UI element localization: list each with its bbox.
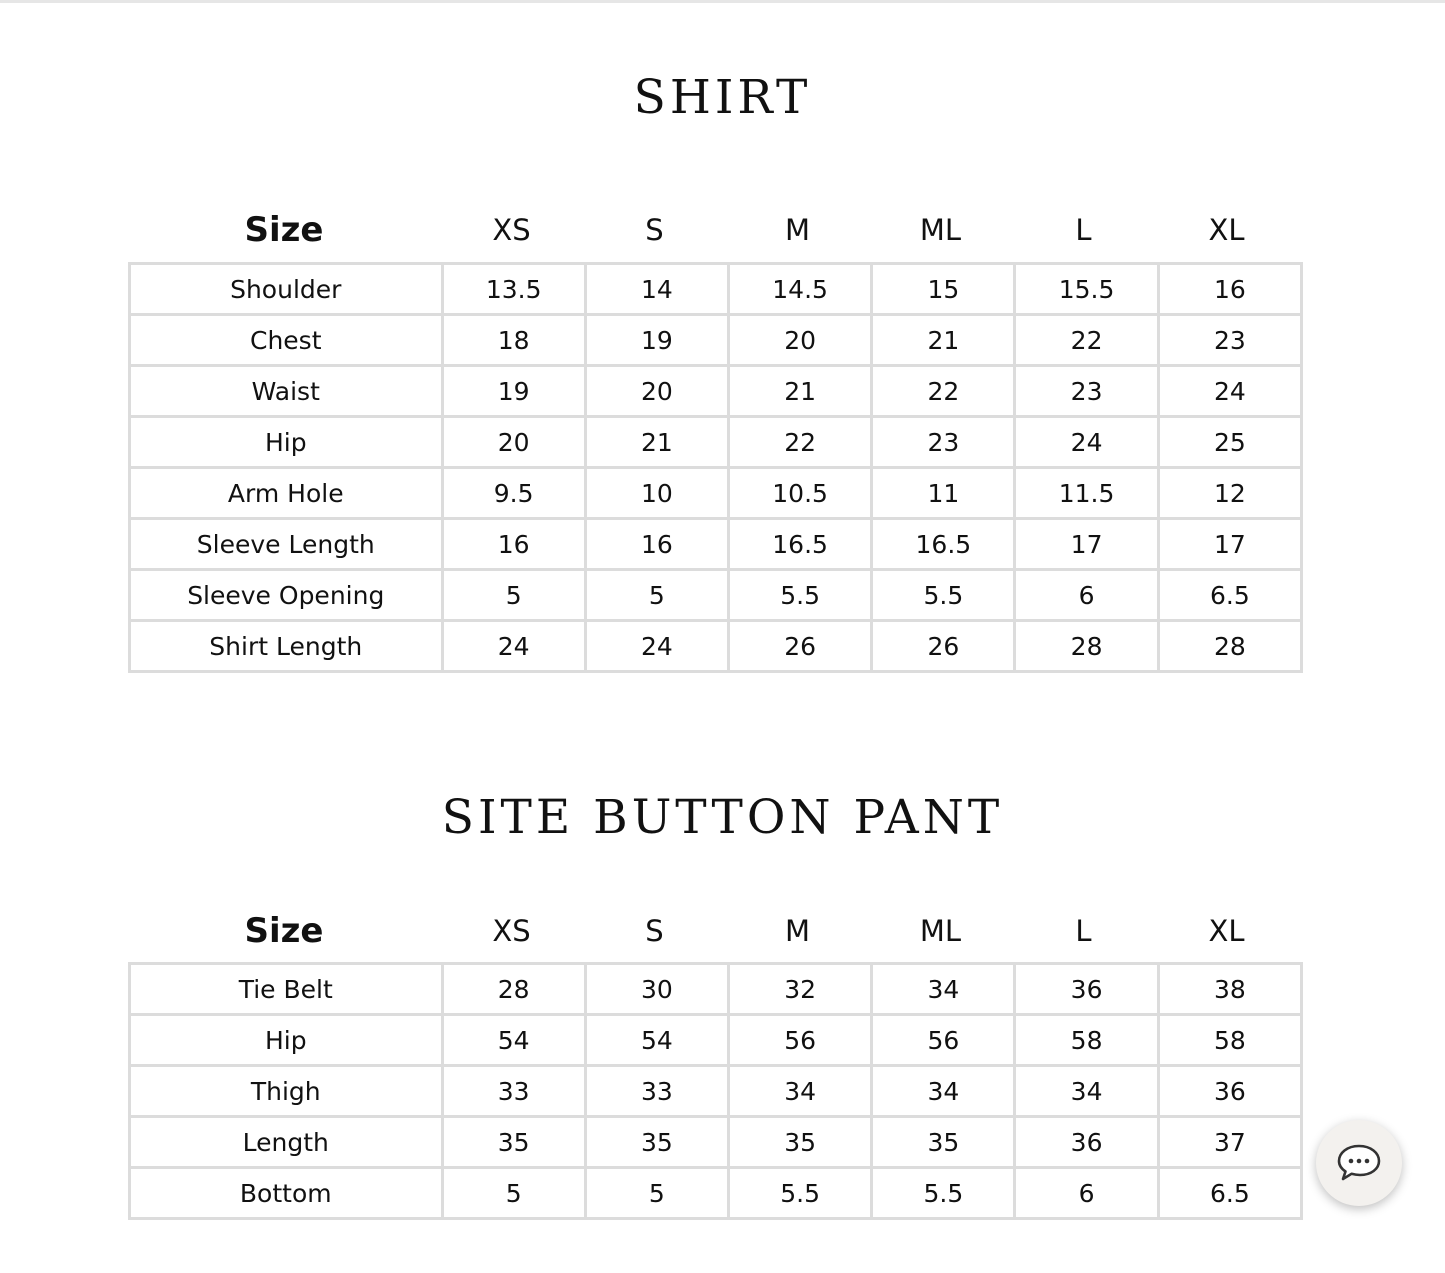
shirt-cell-m: 21 (729, 366, 872, 417)
shirt-section-title: SHIRT (633, 70, 812, 125)
pant-measurement-label: Hip (130, 1015, 443, 1066)
shirt-measurement-label: Sleeve Length (130, 519, 443, 570)
pant-cell-l: 36 (1015, 1117, 1158, 1168)
shirt-cell-ml: 16.5 (872, 519, 1015, 570)
shirt-cell-s: 10 (585, 468, 728, 519)
shirt-cell-l: 22 (1015, 315, 1158, 366)
pant-measurement-label: Length (130, 1117, 443, 1168)
shirt-cell-m: 5.5 (729, 570, 872, 621)
pant-row-bottom (130, 1168, 1302, 1219)
pant-cell-xl: 38 (1158, 964, 1301, 1015)
pant-cell-xs: 28 (442, 964, 585, 1015)
shirt-measurement-label: Shirt Length (130, 621, 443, 672)
shirt-cell-xs: 20 (442, 417, 585, 468)
pant-cell-s: 54 (585, 1015, 728, 1066)
shirt-cell-ml: 21 (872, 315, 1015, 366)
shirt-cell-ml: 5.5 (872, 570, 1015, 621)
chat-bubble-icon (1336, 1143, 1382, 1183)
shirt-row-hip (130, 417, 1302, 468)
top-divider (0, 0, 1445, 3)
shirt-cell-s: 14 (585, 264, 728, 315)
shirt-measurement-label: Shoulder (130, 264, 443, 315)
shirt-cell-ml: 26 (872, 621, 1015, 672)
shirt-row-shirt-length (130, 621, 1302, 672)
shirt-measurement-label: Waist (130, 366, 443, 417)
shirt-cell-s: 19 (585, 315, 728, 366)
pant-cell-ml: 34 (872, 964, 1015, 1015)
shirt-row-waist (130, 366, 1302, 417)
pant-cell-xl: 36 (1158, 1066, 1301, 1117)
shirt-cell-s: 21 (585, 417, 728, 468)
pant-cell-l: 6 (1015, 1168, 1158, 1219)
pant-row-tie-belt (130, 964, 1302, 1015)
shirt-measurement-label: Chest (130, 315, 443, 366)
shirt-header-size: Size (244, 210, 324, 250)
pant-cell-s: 35 (585, 1117, 728, 1168)
pant-cell-xs: 54 (442, 1015, 585, 1066)
shirt-cell-l: 23 (1015, 366, 1158, 417)
shirt-row-sleeve-length (130, 519, 1302, 570)
pant-header-ml: ML (919, 914, 962, 948)
pant-cell-s: 33 (585, 1066, 728, 1117)
shirt-header-ml: ML (919, 213, 962, 247)
pant-cell-xs: 5 (442, 1168, 585, 1219)
pant-cell-ml: 34 (872, 1066, 1015, 1117)
pant-cell-l: 34 (1015, 1066, 1158, 1117)
pant-cell-s: 5 (585, 1168, 728, 1219)
pant-cell-m: 32 (729, 964, 872, 1015)
pant-row-hip (130, 1015, 1302, 1066)
pant-header-xl: XL (1208, 914, 1245, 948)
shirt-cell-s: 24 (585, 621, 728, 672)
pant-cell-m: 35 (729, 1117, 872, 1168)
shirt-cell-xs: 13.5 (442, 264, 585, 315)
shirt-cell-ml: 22 (872, 366, 1015, 417)
shirt-cell-l: 6 (1015, 570, 1158, 621)
pant-cell-ml: 35 (872, 1117, 1015, 1168)
shirt-cell-s: 20 (585, 366, 728, 417)
pant-cell-ml: 56 (872, 1015, 1015, 1066)
pant-measurement-label: Thigh (130, 1066, 443, 1117)
pant-cell-xs: 33 (442, 1066, 585, 1117)
shirt-header-s: S (645, 213, 664, 247)
pant-section-title: SITE BUTTON PANT (441, 790, 1004, 845)
shirt-cell-m: 26 (729, 621, 872, 672)
shirt-cell-s: 16 (585, 519, 728, 570)
shirt-cell-xl: 16 (1158, 264, 1301, 315)
shirt-cell-xl: 12 (1158, 468, 1301, 519)
shirt-cell-xs: 5 (442, 570, 585, 621)
pant-cell-xl: 58 (1158, 1015, 1301, 1066)
shirt-cell-xl: 24 (1158, 366, 1301, 417)
shirt-cell-m: 22 (729, 417, 872, 468)
shirt-cell-xl: 17 (1158, 519, 1301, 570)
pant-cell-l: 36 (1015, 964, 1158, 1015)
shirt-cell-m: 20 (729, 315, 872, 366)
shirt-row-arm-hole (130, 468, 1302, 519)
shirt-measurement-label: Hip (130, 417, 443, 468)
pant-header-s: S (645, 914, 664, 948)
pant-header-xs: XS (492, 914, 531, 948)
shirt-cell-xl: 28 (1158, 621, 1301, 672)
shirt-cell-m: 16.5 (729, 519, 872, 570)
shirt-cell-xs: 18 (442, 315, 585, 366)
shirt-header-xl: XL (1208, 213, 1245, 247)
shirt-cell-l: 17 (1015, 519, 1158, 570)
shirt-row-shoulder (130, 264, 1302, 315)
shirt-header-l: L (1075, 213, 1092, 247)
pant-row-length (130, 1117, 1302, 1168)
shirt-size-table (128, 262, 1303, 673)
shirt-cell-xl: 6.5 (1158, 570, 1301, 621)
shirt-cell-xs: 19 (442, 366, 585, 417)
shirt-row-chest (130, 315, 1302, 366)
shirt-row-sleeve-opening (130, 570, 1302, 621)
shirt-table-header (128, 205, 1303, 255)
pant-measurement-label: Tie Belt (130, 964, 443, 1015)
pant-cell-m: 56 (729, 1015, 872, 1066)
shirt-cell-m: 10.5 (729, 468, 872, 519)
chat-button[interactable] (1316, 1120, 1402, 1206)
pant-cell-ml: 5.5 (872, 1168, 1015, 1219)
pant-table-header (128, 906, 1303, 956)
pant-cell-m: 5.5 (729, 1168, 872, 1219)
shirt-cell-xl: 23 (1158, 315, 1301, 366)
pant-header-size: Size (244, 911, 324, 951)
shirt-cell-l: 11.5 (1015, 468, 1158, 519)
shirt-cell-xs: 16 (442, 519, 585, 570)
shirt-cell-ml: 23 (872, 417, 1015, 468)
pant-cell-xs: 35 (442, 1117, 585, 1168)
pant-cell-xl: 37 (1158, 1117, 1301, 1168)
pant-cell-s: 30 (585, 964, 728, 1015)
shirt-cell-ml: 15 (872, 264, 1015, 315)
shirt-cell-xs: 9.5 (442, 468, 585, 519)
pant-cell-xl: 6.5 (1158, 1168, 1301, 1219)
shirt-cell-xl: 25 (1158, 417, 1301, 468)
pant-header-l: L (1075, 914, 1092, 948)
pant-row-thigh (130, 1066, 1302, 1117)
shirt-measurement-label: Sleeve Opening (130, 570, 443, 621)
shirt-cell-l: 15.5 (1015, 264, 1158, 315)
pant-cell-m: 34 (729, 1066, 872, 1117)
shirt-cell-s: 5 (585, 570, 728, 621)
shirt-cell-ml: 11 (872, 468, 1015, 519)
shirt-measurement-label: Arm Hole (130, 468, 443, 519)
pant-cell-l: 58 (1015, 1015, 1158, 1066)
shirt-cell-l: 28 (1015, 621, 1158, 672)
shirt-cell-m: 14.5 (729, 264, 872, 315)
shirt-header-xs: XS (492, 213, 531, 247)
pant-header-m: M (784, 914, 811, 948)
pant-measurement-label: Bottom (130, 1168, 443, 1219)
shirt-cell-l: 24 (1015, 417, 1158, 468)
shirt-header-m: M (784, 213, 811, 247)
shirt-cell-xs: 24 (442, 621, 585, 672)
pant-size-table (128, 962, 1303, 1220)
